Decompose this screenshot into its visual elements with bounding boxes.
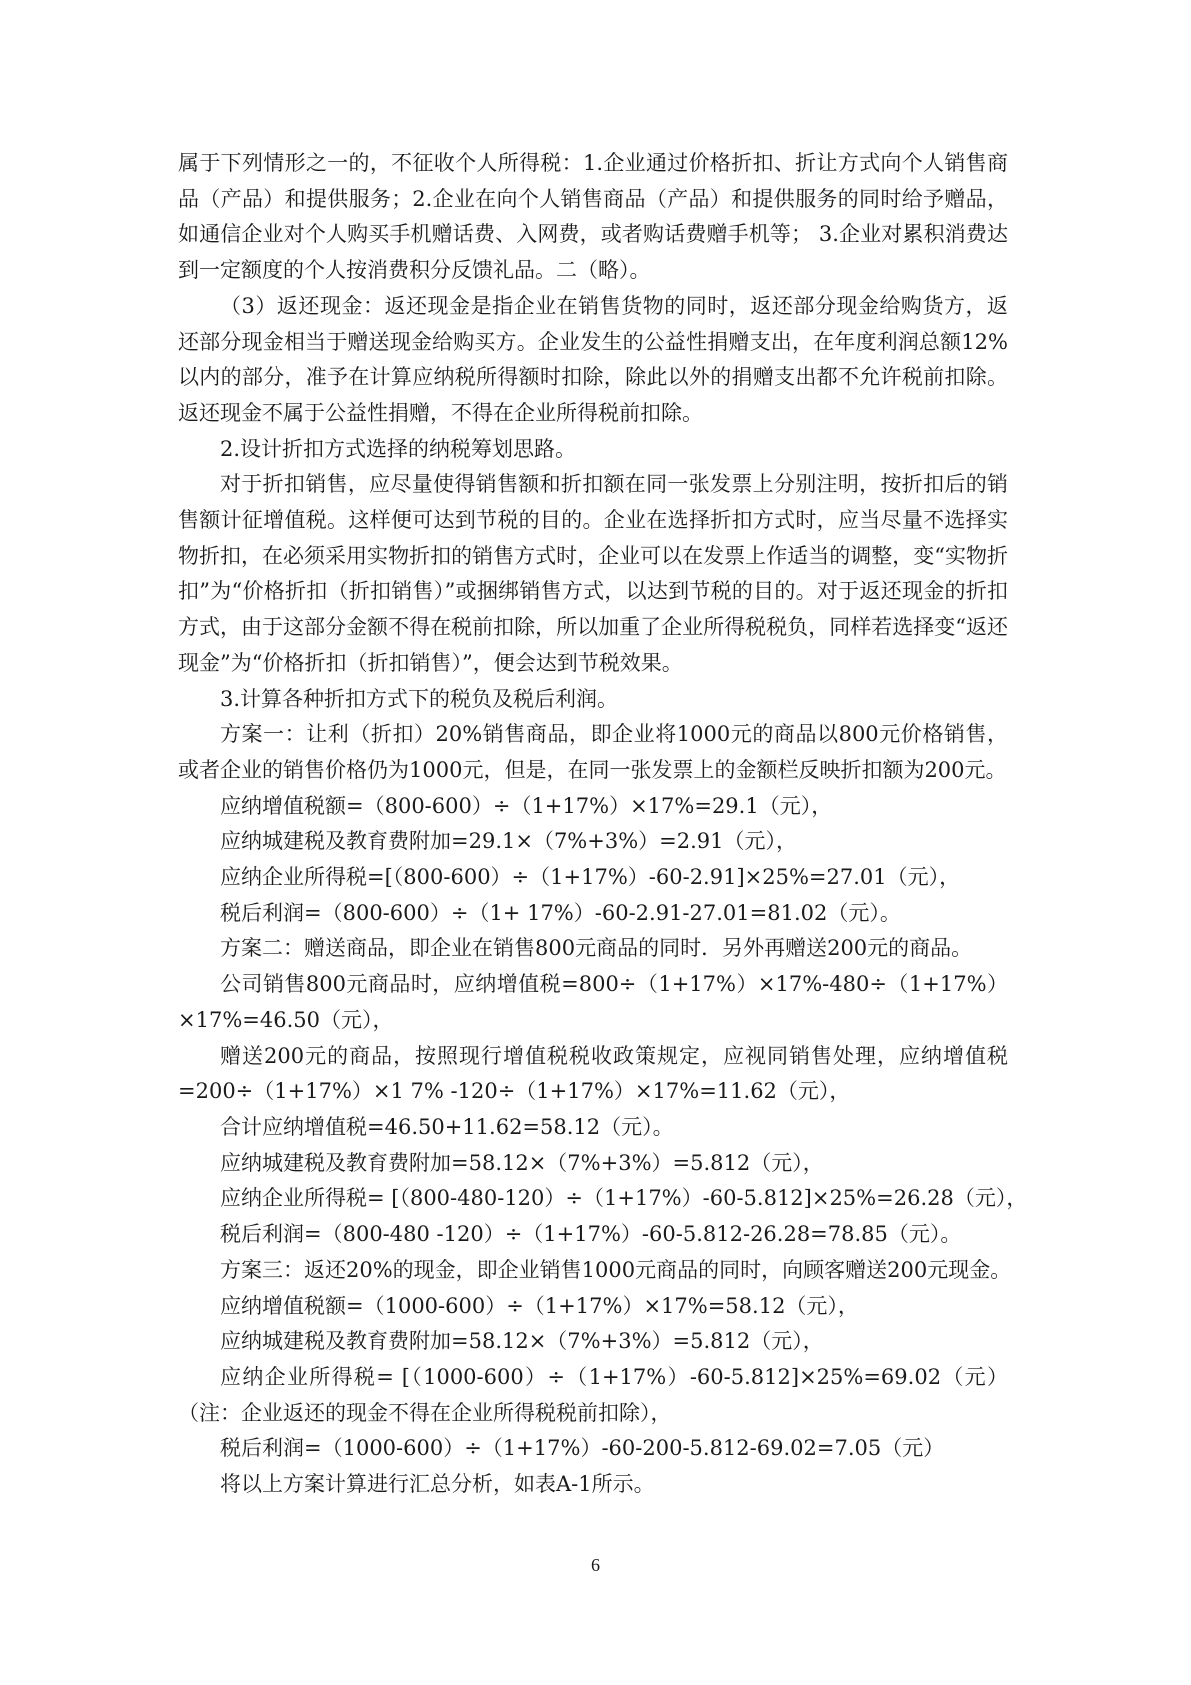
formula-paragraph: 赠送200元的商品，按照现行增值税税收政策规定，应视同销售处理，应纳增值税=200÷（1+17%）×1 7% -120÷（1+17%）×17%=11.62（元）， — [178, 1043, 1008, 1104]
formula-line: 应纳企业所得税= [（800-480-120）÷（1+17%）-60-5.812]×25%=26.28（元）， — [220, 1186, 1028, 1211]
formula-paragraph: 公司销售800元商品时，应纳增值税=800÷（1+17%）×17%-480÷（1+17%）×17%=46.50（元）， — [178, 972, 1008, 1032]
formula-line: 合计应纳增值税=46.50+11.62=58.12（元）。 — [220, 1114, 674, 1139]
formula-paragraph: 应纳企业所得税= [（1000-600）÷（1+17%）-60-5.812]×25%=69.02（元）（注：企业返还的现金不得在企业所得税税前扣除）， — [178, 1364, 1008, 1425]
paragraph-discount-sales: 对于折扣销售，应尽量使得销售额和折扣额在同一张发票上分别注明，按折扣后的销售额计征增值税。这样便可达到节税的目的。企业在选择折扣方式时，应当尽量不选择实物折扣，在必须采用实物折扣的销售方式时，企业可以在发票上作适当的调整，变“实物折扣”为“价格折扣（折扣销售）”或捆绑销售方式，以达到节税的目的。对于返还现金的折扣方式，由于这部分金额不得在税前扣除，所以加重了企业所得税税负，同样若选择变“返还现金”为“价格折扣（折扣销售）”，便会达到节税效果。 — [178, 472, 1008, 675]
page-number: 6 — [591, 1555, 600, 1575]
formula-line: 应纳城建税及教育费附加=58.12×（7%+3%）=5.812（元）， — [220, 1150, 824, 1175]
paragraph-plan-one: 方案一：让利（折扣）20%销售商品，即企业将1000元的商品以800元价格销售，或者企业的销售价格仍为1000元，但是，在同一张发票上的金额栏反映折扣额为200元。 — [178, 722, 1008, 782]
paragraph-plan-three: 方案三：返还20%的现金，即企业销售1000元商品的同时，向顾客赠送200元现金。 — [220, 1257, 1012, 1282]
heading-calculation: 3.计算各种折扣方式下的税负及税后利润。 — [220, 686, 619, 711]
formula-line: 税后利润=（800-600）÷（1+ 17%）-60-2.91-27.01=81.02（元）。 — [220, 900, 901, 925]
formula-line: 税后利润=（1000-600）÷（1+17%）-60-200-5.812-69.02=7.05（元） — [220, 1436, 945, 1461]
formula-line: 应纳增值税额=（1000-600）÷（1+17%）×17%=58.12（元）， — [220, 1293, 859, 1318]
heading-planning-idea: 2.设计折扣方式选择的纳税筹划思路。 — [220, 436, 577, 461]
formula-line: 税后利润=（800-480 -120）÷（1+17%）-60-5.812-26.28=78.85（元）。 — [220, 1222, 962, 1247]
paragraph-tax-exempt-cases: 属于下列情形之一的，不征收个人所得税：1.企业通过价格折扣、折让方式向个人销售商品（产品）和提供服务；2.企业在向个人销售商品（产品）和提供服务的同时给予赠品，如通信企业对个人购买手机赠话费、入网费，或者购话费赠手机等； 3.企业对累积消费达到一定额度的个人按消费积分反馈礼品。二（略）。 — [178, 151, 1008, 283]
formula-line: 应纳企业所得税=[（800-600）÷（1+17%）-60-2.91]×25%=27.01（元）， — [220, 865, 961, 890]
summary-line: 将以上方案计算进行汇总分析，如表A-1所示。 — [220, 1472, 655, 1497]
paragraph-cash-rebate: （3）返还现金：返还现金是指企业在销售货物的同时，返还部分现金给购货方，返还部分现金相当于赠送现金给购买方。企业发生的公益性捐赠支出，在年度利润总额12%以内的部分，准予在计算应纳税所得额时扣除，除此以外的捐赠支出都不允许税前扣除。返还现金不属于公益性捐赠，不得在企业所得税前扣除。 — [178, 293, 1008, 425]
formula-line: 应纳城建税及教育费附加=29.1×（7%+3%）=2.91（元）， — [220, 829, 798, 854]
formula-line: 应纳增值税额=（800-600）÷（1+17%）×17%=29.1（元）， — [220, 793, 833, 818]
body-text — [178, 146, 1028, 1503]
paragraph-plan-two: 方案二：赠送商品，即企业在销售800元商品的同时．另外再赠送200元的商品。 — [220, 936, 973, 961]
formula-line: 应纳城建税及教育费附加=58.12×（7%+3%）=5.812（元）， — [220, 1329, 824, 1354]
